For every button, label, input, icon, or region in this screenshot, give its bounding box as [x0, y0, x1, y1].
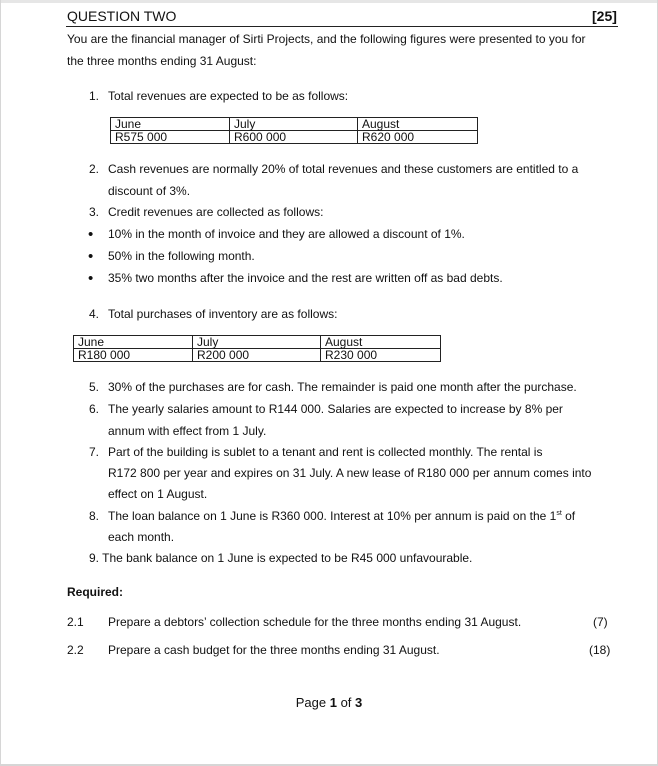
task-2-1-number: 2.1	[67, 615, 84, 629]
item-8-number: 8.	[89, 509, 100, 523]
task-2-2-number: 2.2	[67, 643, 84, 657]
item-8-line-1-end: of	[561, 509, 576, 523]
item-7-line-3: effect on 1 August.	[108, 487, 208, 501]
purchases-value-august: R230 000	[321, 349, 441, 362]
purchases-table	[73, 335, 441, 362]
item-2-line-2: discount of 3%.	[108, 184, 191, 198]
item-7-line-2: R172 800 per year and expires on 31 July. A new lease of R180 000 per annum comes into	[108, 466, 592, 480]
item-3-text: Credit revenues are collected as follows:	[108, 205, 324, 219]
purchases-header-august: August	[321, 336, 441, 349]
revenue-header-june: June	[111, 118, 230, 131]
item-8-line-2: each month.	[108, 530, 175, 544]
item-5-number: 5.	[89, 380, 100, 394]
purchases-value-june: R180 000	[74, 349, 193, 362]
task-2-2-marks: (18)	[589, 643, 611, 657]
page-edge-top	[0, 0, 658, 3]
revenue-value-july: R600 000	[230, 131, 358, 144]
item-1-number: 1.	[89, 89, 100, 103]
revenue-table-value-row	[111, 131, 478, 144]
purchases-table-header-row	[74, 336, 441, 349]
page-number	[0, 695, 658, 710]
bullet-icon: •	[88, 226, 94, 243]
purchases-value-july: R200 000	[193, 349, 321, 362]
required-heading: Required:	[67, 585, 124, 599]
item-5-text: 30% of the purchases are for cash. The remainder is paid one month after the purchase.	[108, 380, 577, 394]
item-3-bullet-1: 10% in the month of invoice and they are allowed a discount of 1%.	[108, 227, 465, 241]
bullet-icon: •	[88, 270, 94, 287]
title-underline	[66, 26, 618, 27]
item-4-text: Total purchases of inventory are as follows:	[108, 307, 338, 321]
revenue-header-july: July	[230, 118, 358, 131]
item-1-text: Total revenues are expected to be as follows:	[108, 89, 349, 103]
item-8-superscript: st	[556, 510, 562, 517]
purchases-table-value-row	[74, 349, 441, 362]
item-6-line-2: annum with effect from 1 July.	[108, 424, 267, 438]
item-3-number: 3.	[89, 205, 100, 219]
intro-line-2: the three months ending 31 August:	[67, 54, 257, 68]
question-title: QUESTION TWO	[67, 8, 177, 24]
revenue-header-august: August	[358, 118, 478, 131]
intro-line-1: You are the financial manager of Sirti Projects, and the following figures were presented to you for	[67, 32, 586, 46]
item-7-number: 7.	[89, 445, 100, 459]
page-total: 3	[355, 695, 363, 710]
item-8-line-1-main: The loan balance on 1 June is R360 000. Interest at 10% per annum is paid on the 1	[108, 509, 557, 523]
revenue-table-header-row	[111, 118, 478, 131]
item-4-number: 4.	[89, 307, 100, 321]
task-2-2-text: Prepare a cash budget for the three months ending 31 August.	[108, 643, 440, 657]
item-7-line-1: Part of the building is sublet to a tenant and rent is collected monthly. The rental is	[108, 445, 543, 459]
item-3-bullet-2: 50% in the following month.	[108, 249, 255, 263]
item-6-number: 6.	[89, 402, 100, 416]
item-9-text: 9. The bank balance on 1 June is expected to be R45 000 unfavourable.	[89, 551, 473, 565]
item-2-line-1: Cash revenues are normally 20% of total revenues and these customers are entitled to a	[108, 162, 579, 176]
bullet-icon: •	[88, 248, 94, 265]
purchases-header-july: July	[193, 336, 321, 349]
purchases-header-june: June	[74, 336, 193, 349]
item-3-bullet-3: 35% two months after the invoice and the rest are written off as bad debts.	[108, 271, 503, 285]
item-6-line-1: The yearly salaries amount to R144 000. Salaries are expected to increase by 8% per	[108, 402, 563, 416]
item-8-line-1	[108, 509, 575, 523]
task-2-1-text: Prepare a debtors’ collection schedule for the three months ending 31 August.	[108, 615, 522, 629]
page-edge-left	[0, 0, 1, 766]
page-current: 1	[329, 695, 337, 710]
item-2-number: 2.	[89, 162, 100, 176]
question-marks: [25]	[592, 8, 617, 24]
task-2-1-marks: (7)	[593, 615, 608, 629]
page-word: Page	[295, 695, 327, 710]
revenue-value-june: R575 000	[111, 131, 230, 144]
page-of-word: of	[340, 695, 352, 710]
revenue-value-august: R620 000	[358, 131, 478, 144]
revenue-table	[110, 117, 478, 144]
